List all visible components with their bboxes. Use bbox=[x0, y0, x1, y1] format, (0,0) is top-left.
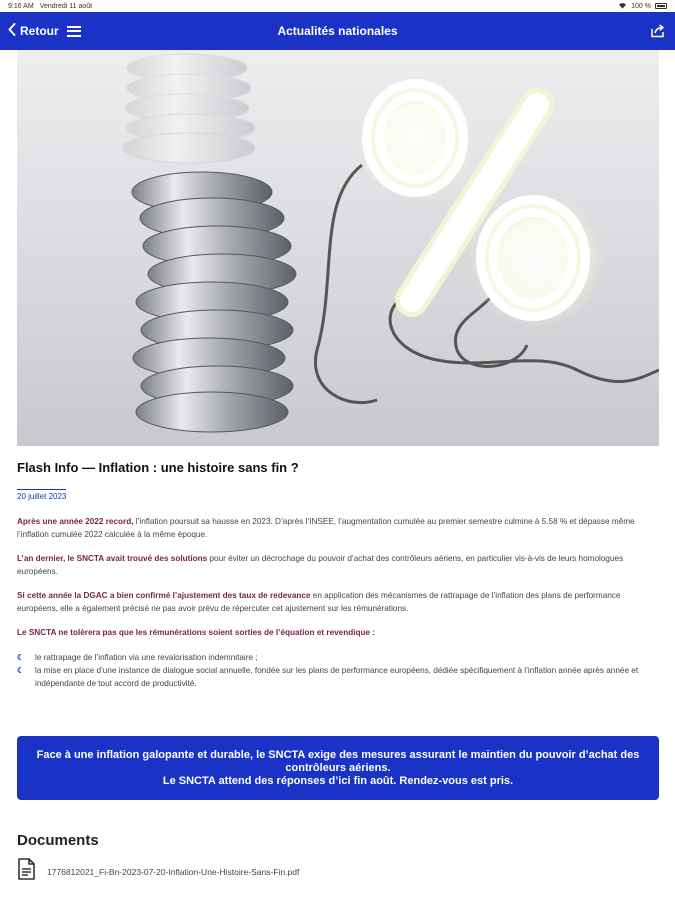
bullet-icon: ☾ bbox=[17, 666, 25, 675]
hamburger-menu-icon[interactable] bbox=[67, 26, 81, 37]
page-title: Actualités nationales bbox=[277, 24, 398, 38]
article-title: Flash Info — Inflation : une histoire sans fin ? bbox=[17, 460, 299, 475]
status-bar bbox=[0, 0, 675, 12]
battery-level: 100 % bbox=[631, 2, 651, 10]
battery-icon bbox=[655, 3, 667, 9]
article-date: 20 juillet 2023 bbox=[17, 489, 66, 501]
list-item bbox=[17, 665, 659, 690]
chevron-left-icon bbox=[8, 23, 16, 39]
status-time: 9:16 AM bbox=[8, 2, 34, 10]
paragraph-3-highlight: Si cette année la DGAC a bien confirmé l’ajustement des taux de redevance bbox=[17, 591, 311, 600]
callout-line-2: Le SNCTA attend des réponses d’ici fin août. Rendez-vous est pris. bbox=[162, 774, 514, 787]
paragraph-2-highlight: L’an dernier, le SNCTA avait trouvé des solutions bbox=[17, 554, 208, 563]
callout-line-1: Face à une inflation galopante et durable, le SNCTA exige des mesures assurant le maintien du pouvoir d’achat des contrôleurs aériens. bbox=[36, 748, 640, 774]
paragraph-3-text: en application des mécanismes de rattrapage de l’inflation des plans de performance européens, elle a également précisé ne pas avoir prévu de répercuter cet ajustement sur les rémunérations. bbox=[17, 591, 621, 613]
document-link[interactable] bbox=[17, 858, 299, 885]
top-nav-bar bbox=[0, 12, 675, 50]
share-icon[interactable] bbox=[650, 24, 665, 43]
document-filename: 1776812021_Fi-Bn-2023-07-20-Inflation-Une-Histoire-Sans-Fin.pdf bbox=[47, 866, 300, 877]
paragraph-1 bbox=[17, 516, 659, 541]
list-item-text: le rattrapage de l’inflation via une revalorisation indemnitaire ; bbox=[35, 652, 258, 662]
bullet-icon: ☾ bbox=[17, 652, 25, 662]
documents-heading: Documents bbox=[17, 832, 99, 849]
paragraph-1-text: l’inflation poursuit sa hausse en 2023. D’après l’INSEE, l’augmentation cumulée au premier semestre culmine à 5.58 % et dépasse même l’inflation cumulée 2022 calculée à la même époque. bbox=[17, 517, 635, 539]
status-date: Vendredi 11 août bbox=[39, 2, 93, 10]
demands-list bbox=[17, 652, 659, 691]
highlight-callout bbox=[17, 736, 659, 800]
back-button[interactable] bbox=[0, 23, 59, 39]
article-body bbox=[17, 446, 659, 690]
wifi-icon bbox=[618, 2, 627, 11]
paragraph-3 bbox=[17, 590, 659, 615]
back-label: Retour bbox=[20, 24, 59, 38]
paragraph-2 bbox=[17, 553, 659, 578]
paragraph-4-highlight: Le SNCTA ne tolèrera pas que les rémunérations soient sorties de l’équation et revendique : bbox=[17, 628, 376, 637]
paragraph-2-text: pour éviter un décrochage du pouvoir d’achat des contrôleurs aériens, en particulier vis-à-vis de leurs homologues européens. bbox=[17, 554, 624, 576]
pdf-file-icon bbox=[17, 858, 35, 885]
article-hero-image bbox=[17, 50, 659, 446]
paragraph-4 bbox=[17, 627, 659, 640]
list-item bbox=[17, 652, 659, 665]
list-item-text: la mise en place d’une instance de dialogue social annuelle, fondée sur les plans de performance européens, dédiée spécifiquement à l’inflation année après année et indépendante de tout accord de productivité. bbox=[35, 666, 639, 688]
paragraph-1-highlight: Après une année 2022 record, bbox=[17, 517, 134, 526]
